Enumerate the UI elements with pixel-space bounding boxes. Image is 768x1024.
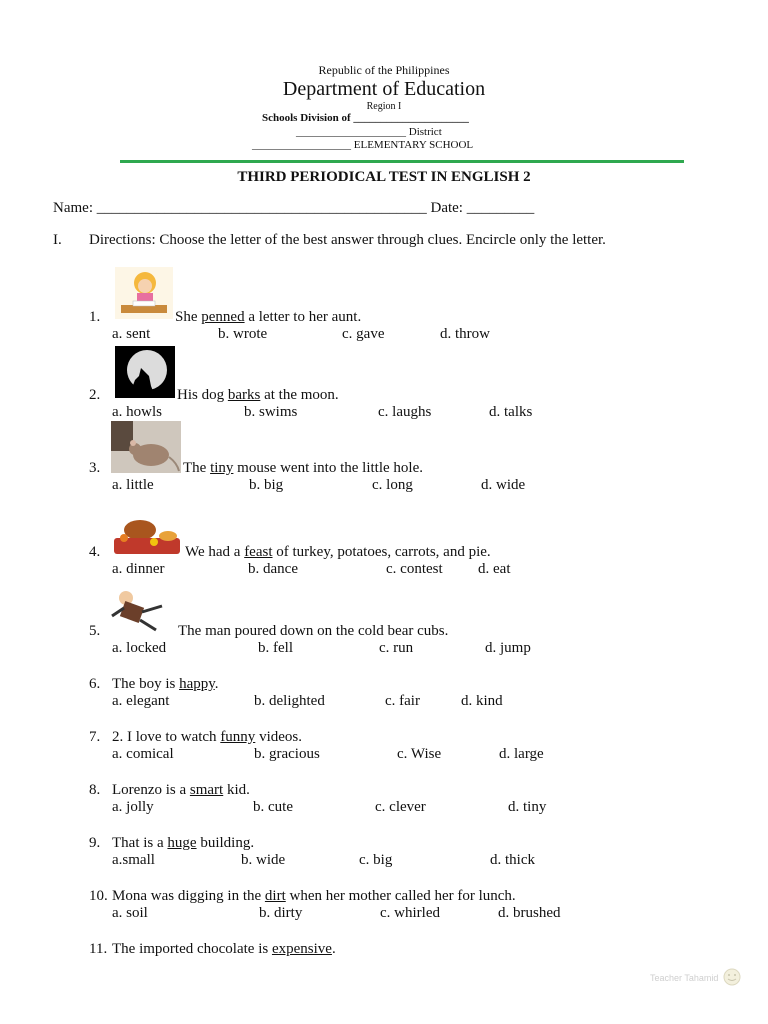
choice-d[interactable]: d. large bbox=[499, 746, 544, 762]
question-number: 7. bbox=[89, 729, 101, 745]
choice-b[interactable]: b. gracious bbox=[254, 746, 320, 762]
question-text: The boy is bbox=[112, 676, 180, 692]
question-number: 10. bbox=[89, 888, 108, 904]
header-school: __________________ ELEMENTARY SCHOOL bbox=[252, 139, 474, 151]
question-text: The man poured down on the cold bear cubs. bbox=[178, 623, 449, 639]
question-text: His dog bbox=[177, 387, 228, 403]
header-region: Region I bbox=[366, 101, 402, 112]
choice-c[interactable]: c. clever bbox=[375, 799, 426, 815]
question-text: building. bbox=[196, 835, 255, 851]
question-text: 2. I love to watch bbox=[112, 729, 221, 745]
question-text: That is a bbox=[112, 835, 168, 851]
wolf-moon-icon bbox=[115, 346, 175, 398]
question-text: Mona was digging in the bbox=[112, 888, 265, 904]
choice-b[interactable]: b. fell bbox=[258, 640, 293, 656]
question-text: The imported chocolate is bbox=[112, 941, 272, 957]
choice-d[interactable]: d. eat bbox=[478, 561, 511, 577]
choice-a[interactable]: a.small bbox=[112, 852, 155, 868]
choice-d[interactable]: d. wide bbox=[481, 477, 526, 493]
choice-b[interactable]: b. delighted bbox=[254, 693, 325, 709]
header-district: ____________________ District bbox=[296, 126, 442, 138]
question-text: at the moon. bbox=[260, 387, 339, 403]
choice-c[interactable]: c. gave bbox=[342, 326, 385, 342]
choice-a[interactable]: a. comical bbox=[112, 746, 174, 762]
choice-d[interactable]: d. talks bbox=[489, 404, 533, 420]
choice-b[interactable]: b. swims bbox=[244, 404, 298, 420]
question-number: 4. bbox=[89, 544, 101, 560]
question-text: The bbox=[183, 460, 211, 476]
question-text: when her mother called her for lunch. bbox=[285, 888, 516, 904]
name-date-line: Name: ____________________________________________ Date: _________ bbox=[53, 200, 535, 216]
question-text: We had a bbox=[185, 544, 245, 560]
question-8 bbox=[89, 782, 250, 799]
choice-b[interactable]: b. wrote bbox=[218, 326, 268, 342]
question-2 bbox=[89, 387, 339, 404]
falling-man-icon bbox=[110, 586, 176, 634]
question-text: . bbox=[214, 676, 219, 692]
choice-a[interactable]: a. little bbox=[112, 477, 154, 493]
choice-b[interactable]: b. dirty bbox=[259, 905, 303, 921]
question-text: . bbox=[331, 941, 336, 957]
choice-c[interactable]: c. Wise bbox=[397, 746, 442, 762]
choice-b[interactable]: b. cute bbox=[253, 799, 293, 815]
choice-c[interactable]: c. run bbox=[379, 640, 414, 656]
choice-a[interactable]: a. elegant bbox=[112, 693, 170, 709]
section-number: I. bbox=[53, 232, 62, 248]
girl-writing-icon bbox=[115, 267, 173, 319]
choice-c[interactable]: c. fair bbox=[385, 693, 420, 709]
choice-b[interactable]: b. dance bbox=[248, 561, 298, 577]
question-text: kid. bbox=[223, 782, 250, 798]
question-number: 9. bbox=[89, 835, 101, 851]
choice-d[interactable]: d. brushed bbox=[498, 905, 561, 921]
question-9 bbox=[89, 835, 255, 852]
question-5 bbox=[89, 623, 449, 640]
mouse-photo-icon bbox=[111, 421, 181, 473]
question-text: Lorenzo is a bbox=[112, 782, 190, 798]
question-11 bbox=[89, 941, 336, 958]
header-department: Department of Education bbox=[282, 78, 486, 100]
underlined-word: penned bbox=[201, 309, 245, 325]
underlined-word: huge bbox=[167, 835, 197, 851]
underlined-word: tiny bbox=[210, 460, 234, 476]
smiley-icon bbox=[722, 967, 742, 987]
choice-c[interactable]: c. laughs bbox=[378, 404, 432, 420]
question-number: 1. bbox=[89, 309, 101, 325]
question-text: mouse went into the little hole. bbox=[233, 460, 423, 476]
question-text: She bbox=[175, 309, 202, 325]
choice-b[interactable]: b. wide bbox=[241, 852, 286, 868]
underlined-word: happy bbox=[179, 676, 215, 692]
feast-table-icon bbox=[110, 512, 184, 560]
question-10 bbox=[89, 888, 516, 905]
question-1 bbox=[89, 309, 362, 326]
header-republic: Republic of the Philippines bbox=[318, 63, 450, 77]
header-division: Schools Division of _____________________ bbox=[262, 112, 469, 124]
section-directions: Directions: Choose the letter of the best answer through clues. Encircle only the letter. bbox=[89, 232, 606, 248]
choice-c[interactable]: c. long bbox=[372, 477, 413, 493]
choice-d[interactable]: d. thick bbox=[490, 852, 535, 868]
question-text: of turkey, potatoes, carrots, and pie. bbox=[272, 544, 491, 560]
test-title: THIRD PERIODICAL TEST IN ENGLISH 2 bbox=[237, 169, 531, 185]
choice-c[interactable]: c. whirled bbox=[380, 905, 440, 921]
choice-d[interactable]: d. throw bbox=[440, 326, 490, 342]
choice-a[interactable]: a. jolly bbox=[112, 799, 154, 815]
question-text: a letter to her aunt. bbox=[244, 309, 362, 325]
question-7 bbox=[89, 729, 302, 746]
question-number: 8. bbox=[89, 782, 101, 798]
choice-a[interactable]: a. sent bbox=[112, 326, 151, 342]
choice-c[interactable]: c. contest bbox=[386, 561, 443, 577]
choice-a[interactable]: a. soil bbox=[112, 905, 148, 921]
underlined-word: dirt bbox=[264, 888, 286, 904]
choice-d[interactable]: d. kind bbox=[461, 693, 503, 709]
choice-d[interactable]: d. jump bbox=[485, 640, 531, 656]
underlined-word: barks bbox=[227, 387, 261, 403]
choice-a[interactable]: a. dinner bbox=[112, 561, 165, 577]
question-4 bbox=[89, 544, 491, 561]
underlined-word: smart bbox=[189, 782, 224, 798]
underlined-word: feast bbox=[244, 544, 273, 560]
question-3 bbox=[89, 460, 423, 477]
choice-a[interactable]: a. locked bbox=[112, 640, 167, 656]
question-number: 11. bbox=[89, 941, 108, 957]
question-number: 6. bbox=[89, 676, 101, 692]
choice-d[interactable]: d. tiny bbox=[508, 799, 547, 815]
question-text: videos. bbox=[255, 729, 302, 745]
question-number: 5. bbox=[89, 623, 101, 639]
question-number: 2. bbox=[89, 387, 101, 403]
underlined-word: expensive bbox=[271, 941, 332, 957]
choice-c[interactable]: c. big bbox=[359, 852, 393, 868]
question-6 bbox=[89, 676, 219, 693]
choice-b[interactable]: b. big bbox=[249, 477, 284, 493]
question-number: 3. bbox=[89, 460, 101, 476]
watermark-text: Teacher Tahamid bbox=[650, 973, 719, 983]
underlined-word: funny bbox=[220, 729, 256, 745]
choice-a[interactable]: a. howls bbox=[112, 404, 162, 420]
header-rule bbox=[120, 160, 684, 163]
